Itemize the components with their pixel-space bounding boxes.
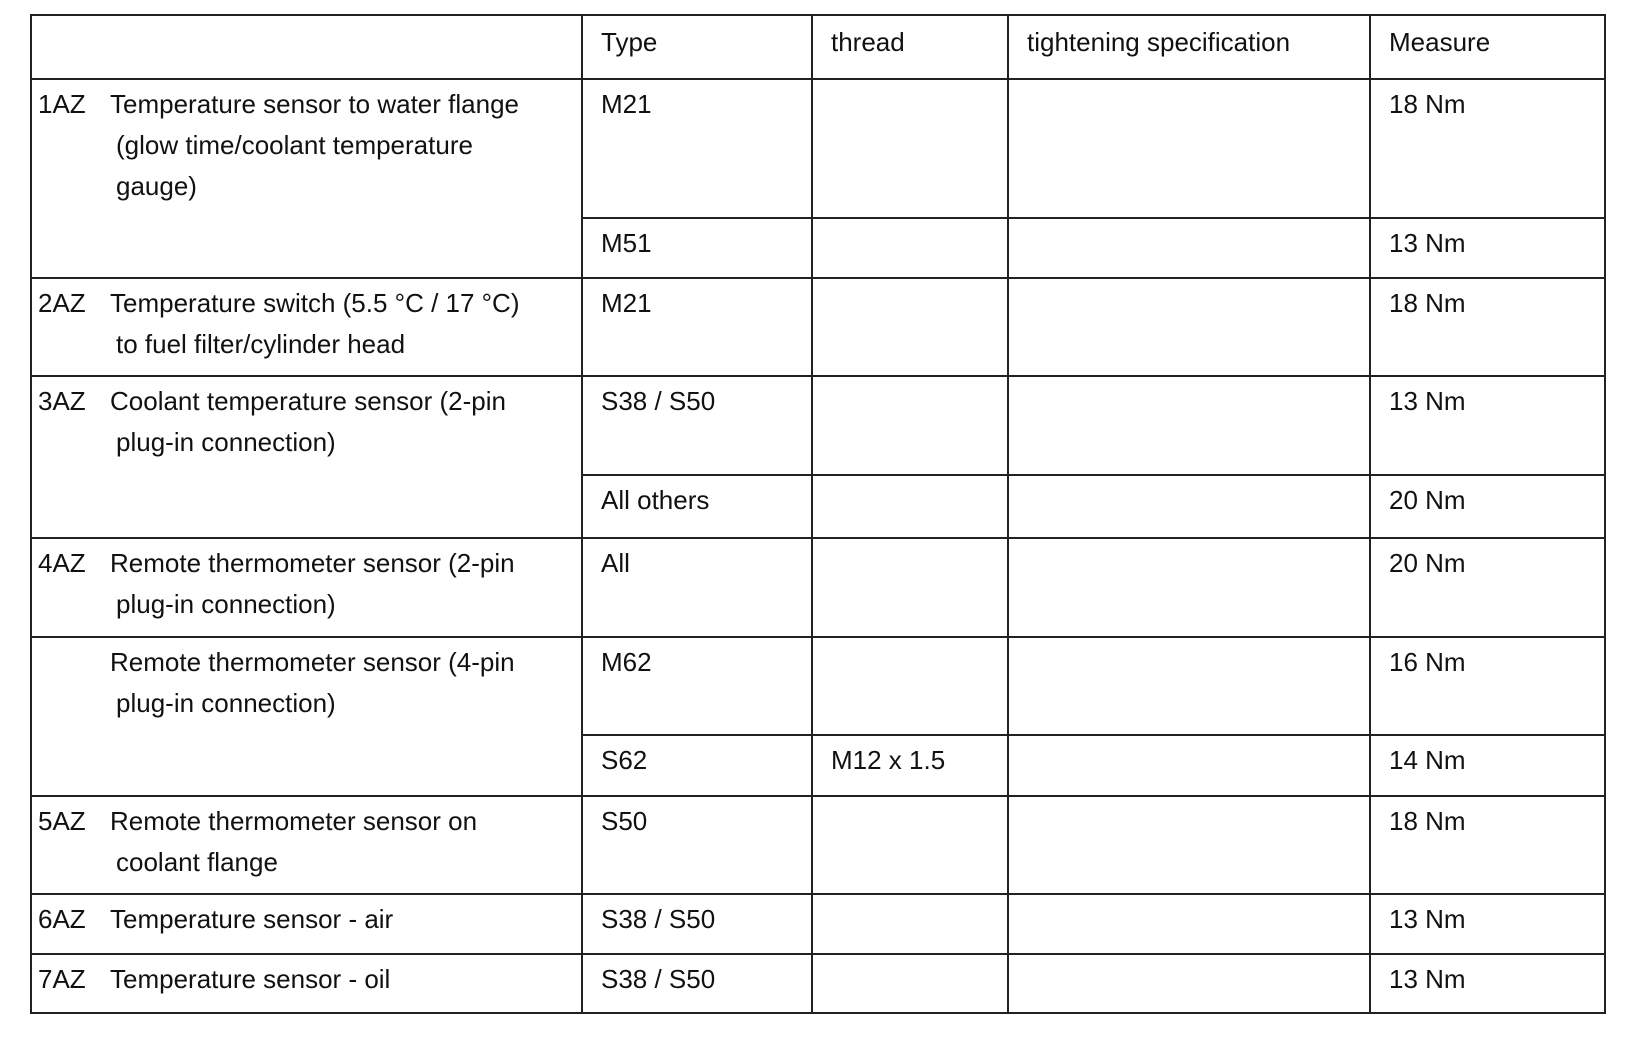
component-description: Temperature sensor - oil — [110, 964, 391, 994]
component-description: Temperature switch (5.5 °C / 17 °C) — [110, 288, 520, 318]
thread-cell — [812, 637, 1008, 735]
tightening-cell — [1008, 475, 1370, 538]
thread-cell — [812, 475, 1008, 538]
component-description: plug-in connection) — [116, 427, 336, 457]
thread-cell — [812, 376, 1008, 475]
table-row — [31, 796, 1605, 894]
thread-cell — [812, 79, 1008, 218]
thread-cell — [812, 894, 1008, 954]
tightening-cell — [1008, 218, 1370, 278]
thread-cell — [812, 954, 1008, 1013]
tightening-cell — [1008, 538, 1370, 637]
component-cell — [31, 637, 582, 796]
type-cell: S38 / S50 — [582, 894, 812, 954]
component-description: Coolant temperature sensor (2-pin — [110, 386, 506, 416]
table-row — [31, 79, 1605, 218]
component-description: Remote thermometer sensor (4-pin — [110, 647, 515, 677]
component-code: 5AZ — [38, 806, 86, 836]
component-description: gauge) — [116, 171, 197, 201]
type-cell: M21 — [582, 278, 812, 376]
component-code — [38, 642, 110, 724]
component-cell — [31, 796, 582, 894]
type-cell: M62 — [582, 637, 812, 735]
type-cell: S50 — [582, 796, 812, 894]
thread-cell — [812, 218, 1008, 278]
measure-cell: 16 Nm — [1370, 637, 1605, 735]
type-cell: S38 / S50 — [582, 376, 812, 475]
component-cell — [31, 538, 582, 637]
measure-cell: 20 Nm — [1370, 475, 1605, 538]
tightening-cell — [1008, 278, 1370, 376]
type-cell: All others — [582, 475, 812, 538]
measure-cell: 13 Nm — [1370, 954, 1605, 1013]
component-description: (glow time/coolant temperature — [116, 130, 473, 160]
component-description: Temperature sensor to water flange — [110, 89, 519, 119]
component-code: 7AZ — [38, 964, 86, 994]
header-description — [31, 15, 582, 79]
thread-cell — [812, 278, 1008, 376]
component-description: plug-in connection) — [116, 688, 336, 718]
type-cell: S38 / S50 — [582, 954, 812, 1013]
component-cell — [31, 894, 582, 954]
tightening-torque-table — [30, 14, 1606, 1014]
component-code: 4AZ — [38, 548, 86, 578]
measure-cell: 14 Nm — [1370, 735, 1605, 796]
type-cell: S62 — [582, 735, 812, 796]
measure-cell: 20 Nm — [1370, 538, 1605, 637]
component-cell — [31, 954, 582, 1013]
table-row — [31, 278, 1605, 376]
tightening-cell — [1008, 637, 1370, 735]
tightening-cell — [1008, 376, 1370, 475]
table-row — [31, 637, 1605, 735]
component-description: to fuel filter/cylinder head — [116, 329, 406, 359]
tightening-cell — [1008, 735, 1370, 796]
component-code: 2AZ — [38, 288, 86, 318]
component-code: 1AZ — [38, 89, 86, 119]
type-cell: M21 — [582, 79, 812, 218]
table-row — [31, 894, 1605, 954]
table-body — [31, 79, 1605, 1013]
component-cell — [31, 376, 582, 538]
type-cell: All — [582, 538, 812, 637]
measure-cell: 13 Nm — [1370, 894, 1605, 954]
header-tightening-specification: tightening specification — [1008, 15, 1370, 79]
table-row — [31, 954, 1605, 1013]
component-code: 6AZ — [38, 904, 86, 934]
component-cell — [31, 278, 582, 376]
thread-cell — [812, 538, 1008, 637]
measure-cell: 13 Nm — [1370, 376, 1605, 475]
header-measure: Measure — [1370, 15, 1605, 79]
table-row — [31, 376, 1605, 475]
tightening-cell — [1008, 796, 1370, 894]
tightening-cell — [1008, 954, 1370, 1013]
measure-cell: 13 Nm — [1370, 218, 1605, 278]
thread-cell — [812, 796, 1008, 894]
tightening-cell — [1008, 79, 1370, 218]
measure-cell: 18 Nm — [1370, 796, 1605, 894]
header-type: Type — [582, 15, 812, 79]
component-description: Remote thermometer sensor on — [110, 806, 478, 836]
header-row — [31, 15, 1605, 79]
header-thread: thread — [812, 15, 1008, 79]
thread-cell: M12 x 1.5 — [812, 735, 1008, 796]
measure-cell: 18 Nm — [1370, 278, 1605, 376]
component-cell — [31, 79, 582, 278]
table-row — [31, 538, 1605, 637]
component-code: 3AZ — [38, 386, 86, 416]
tightening-cell — [1008, 894, 1370, 954]
component-description: plug-in connection) — [116, 589, 336, 619]
component-description: Temperature sensor - air — [110, 904, 394, 934]
component-description: coolant flange — [116, 847, 278, 877]
measure-cell: 18 Nm — [1370, 79, 1605, 218]
component-description: Remote thermometer sensor (2-pin — [110, 548, 515, 578]
type-cell: M51 — [582, 218, 812, 278]
